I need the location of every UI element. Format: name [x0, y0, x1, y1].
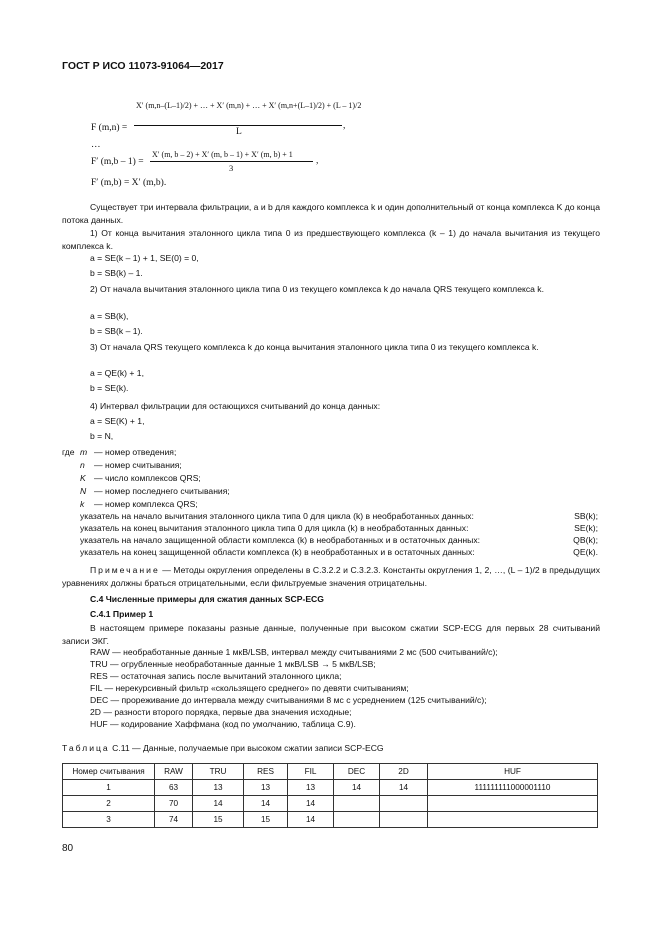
table-cell: 15 [244, 812, 288, 828]
table-cell: 14 [244, 796, 288, 812]
table-cell [428, 796, 598, 812]
equation-3a: a = QE(k) + 1, [90, 368, 144, 378]
equation-1b: b = SB(k) – 1. [90, 268, 143, 278]
formula-dots: … [91, 140, 101, 150]
table-cell: 13 [193, 780, 244, 796]
table-header-cell: TRU [193, 764, 244, 780]
paragraph-interval-4: 4) Интервал фильтрации для остающихся считываний до конца данных: [90, 401, 381, 411]
def-fil: FIL — нерекурсивный фильтр «скользящего среднего» по девяти считываниям; [90, 683, 409, 693]
pointer-qb-text: указатель на начало защищенной области комплекса (k) в необработанных и в остаточных данных: [80, 535, 481, 545]
formula-f3: F′ (m,b) = X′ (m,b). [91, 178, 167, 188]
equation-4b: b = N, [90, 431, 114, 441]
formula-f1-numerator: X′ (m,n–(L–1)/2) + … + X′ (m,n) + … + X′ (m,n+(L–1)/2) + (L – 1)/2 [136, 101, 362, 110]
table-cell: 63 [155, 780, 193, 796]
table-header-cell: 2D [380, 764, 428, 780]
table-cell: 15 [193, 812, 244, 828]
table-cell: 1 [63, 780, 155, 796]
paragraph-interval-3: 3) От начала QRS текущего комплекса k до конца вычитания эталонного цикла типа 0 из текущего комплекса k. [90, 342, 539, 352]
document-header: ГОСТ Р ИСО 11073-91064—2017 [62, 60, 224, 72]
note-label: Примечание [90, 565, 160, 575]
pointer-se-value: SE(k); [574, 523, 598, 533]
table-cell: 14 [380, 780, 428, 796]
where-text-m: — номер отведения; [94, 447, 177, 457]
table-cell: 3 [63, 812, 155, 828]
where-sym-n: n [80, 460, 85, 470]
table-header-cell: RES [244, 764, 288, 780]
def-raw: RAW — необработанные данные 1 мкВ/LSB, интервал между считываниями 2 мс (500 считываний/с); [90, 647, 498, 657]
table-caption-label: Таблица [62, 743, 110, 753]
def-dec: DEC — прореживание до интервала между считываниями 8 мс с усреднением (125 считываний/с); [90, 695, 487, 705]
pointer-sb-text: указатель на начало вычитания эталонного цикла типа 0 для цикла (k) в необработанных данных: [80, 511, 474, 521]
equation-2a: a = SB(k), [90, 311, 129, 321]
table-cell: 14 [288, 796, 334, 812]
table-row [63, 780, 598, 796]
table-cell: 2 [63, 796, 155, 812]
formula-f2-numerator: X′ (m, b – 2) + X′ (m, b – 1) + X′ (m, b) + 1 [152, 150, 293, 159]
pointer-sb-value: SB(k); [574, 511, 598, 521]
formula-f1-fraction-bar [134, 125, 342, 126]
table-cell [380, 812, 428, 828]
subsection-title: С.4.1 Пример 1 [90, 609, 154, 619]
paragraph-intervals: Существует три интервала фильтрации, a и b для каждого комплекса k и один дополнительный от конца комплекса K до конца потока данных. [62, 202, 600, 225]
formula-f1-denominator: L [236, 127, 242, 137]
paragraph-interval-1: 1) От конца вычитания эталонного цикла типа 0 из предшествующего комплекса (k – 1) до начала вычитания из текущего комплекса k. [62, 228, 600, 251]
table-row [63, 812, 598, 828]
formula-f2-lhs: F′ (m,b – 1) = [91, 157, 144, 167]
paragraph-interval-2: 2) От начала вычитания эталонного цикла типа 0 из текущего комплекса k до начала QRS текущего комплекса k. [90, 284, 544, 294]
table-header-cell: Номер считывания [63, 764, 155, 780]
data-table [62, 763, 598, 828]
pointer-qe-text: указатель на конец защищенной области комплекса (k) в необработанных и в остаточных данных: [80, 547, 475, 557]
pointer-qb-value: QB(k); [573, 535, 598, 545]
table-cell [380, 796, 428, 812]
def-res: RES — остаточная запись после вычитаний эталонного цикла; [90, 671, 342, 681]
where-sym-m: m [80, 447, 88, 457]
pointer-se-text: указатель на конец вычитания эталонного цикла типа 0 для цикла (k) в необработанных данных: [80, 523, 469, 533]
table-cell: 70 [155, 796, 193, 812]
def-tru: TRU — огрубленные необработанные данные 1 мкВ/LSB → 5 мкВ/LSB; [90, 659, 376, 669]
table-cell: 111111111000001110 [428, 780, 598, 796]
table-cell: 14 [193, 796, 244, 812]
table-cell: 14 [334, 780, 380, 796]
equation-3b: b = SE(k). [90, 383, 129, 393]
note-block [62, 564, 600, 590]
where-text-k: — номер комплекса QRS; [94, 499, 198, 509]
where-label: где [62, 447, 75, 457]
table-header-cell: DEC [334, 764, 380, 780]
table-caption [62, 743, 384, 755]
section-intro: В настоящем примере показаны разные данные, полученные при высоком сжатии SCP-ECG для первых 28 считываний записи ЭКГ. [62, 623, 600, 646]
def-2d: 2D — разности второго порядка, первые два значения исходные; [90, 707, 352, 717]
table-cell [334, 796, 380, 812]
table-caption-text: С.11 — Данные, получаемые при высоком сжатии записи SCP-ECG [112, 743, 384, 753]
formula-f2-denominator: 3 [229, 163, 234, 173]
table-cell: 14 [288, 812, 334, 828]
where-text-n: — номер считывания; [94, 460, 182, 470]
table-row [63, 796, 598, 812]
formula-f2-comma: , [316, 156, 319, 166]
table-header-cell: RAW [155, 764, 193, 780]
equation-4a: a = SE(K) + 1, [90, 416, 145, 426]
def-huf: HUF — кодирование Хаффмана (код по умолчанию, таблица С.9). [90, 719, 356, 729]
table-header-cell: HUF [428, 764, 598, 780]
formula-f1-comma: , [343, 121, 346, 131]
table-cell: 13 [244, 780, 288, 796]
where-text-N: — номер последнего считывания; [94, 486, 230, 496]
formula-f1-lhs: F (m,n) = [91, 123, 128, 133]
page-number: 80 [62, 843, 74, 854]
where-text-K: — число комплексов QRS; [94, 473, 201, 483]
note-text: — Методы округления определены в С.3.2.2 и С.3.2.3. Константы округления 1, 2, …, (L – 1)/2 в предыдущих уравнениях должны браться отрицательными, если фильтруемые значения отрицательны. [62, 565, 600, 588]
pointer-qe-value: QE(k). [573, 547, 598, 557]
table-cell: 74 [155, 812, 193, 828]
where-sym-k: k [80, 499, 85, 509]
table-header-cell: FIL [288, 764, 334, 780]
section-title: С.4 Численные примеры для сжатия данных SCP-ECG [90, 594, 324, 604]
equation-1a: a = SE(k – 1) + 1, SE(0) = 0, [90, 253, 199, 263]
table-cell: 13 [288, 780, 334, 796]
where-sym-N: N [80, 486, 87, 496]
formula-f2-fraction-bar [150, 161, 313, 162]
table-cell [334, 812, 380, 828]
table-header-row [63, 764, 598, 780]
where-sym-K: K [80, 473, 86, 483]
equation-2b: b = SB(k – 1). [90, 326, 143, 336]
table-cell [428, 812, 598, 828]
